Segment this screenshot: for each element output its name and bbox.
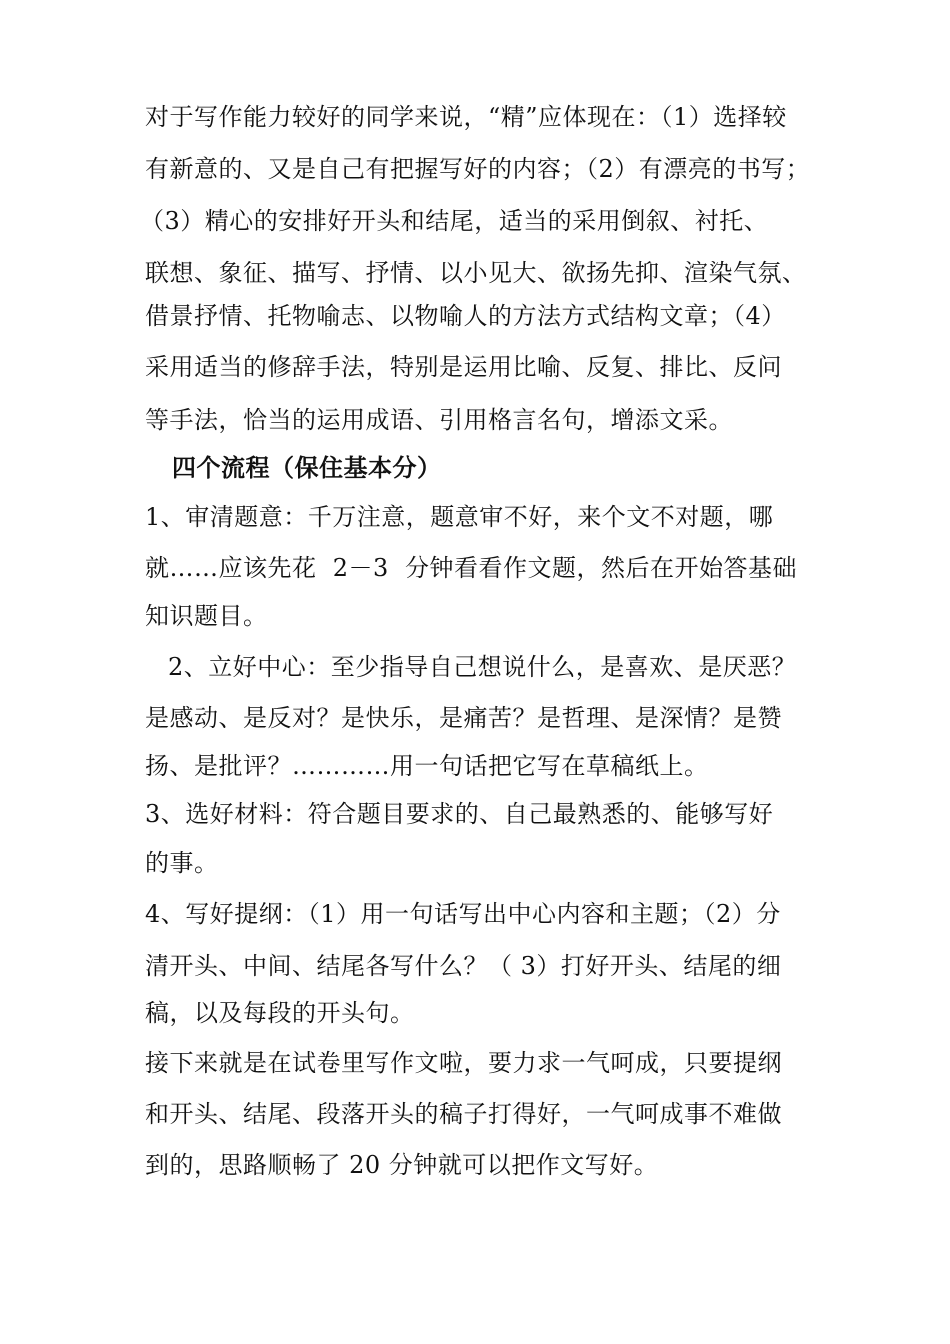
paragraph-line: 联想、象征、描写、抒情、以小见大、欲扬先抑、渲染气氛、 <box>145 259 807 287</box>
paragraph-line: 对于写作能力较好的同学来说，“精”应体现在：（1）选择较 <box>145 103 787 131</box>
list-item-line: 4、写好提纲：（1）用一句话写出中心内容和主题；（2）分 <box>145 900 781 928</box>
paragraph-line: 和开头、结尾、段落开头的稿子打得好，一气呵成事不难做 <box>145 1100 782 1128</box>
list-item-line: 稿，以及每段的开头句。 <box>145 999 415 1027</box>
list-item-line: 1、审清题意：千万注意，题意审不好，来个文不对题，哪 <box>145 503 774 531</box>
list-item-line: 清开头、中间、结尾各写什么？（ 3）打好开头、结尾的细 <box>145 952 782 980</box>
list-item-line: 知识题目。 <box>145 602 268 630</box>
paragraph-line: （3）精心的安排好开头和结尾，适当的采用倒叙、衬托、 <box>140 207 769 235</box>
list-item-line: 扬、是批评？…………用一句话把它写在草稿纸上。 <box>145 752 709 780</box>
paragraph-line: 借景抒情、托物喻志、以物喻人的方法方式结构文章；（4） <box>145 302 786 330</box>
paragraph-line: 采用适当的修辞手法，特别是运用比喻、反复、排比、反问 <box>145 353 782 381</box>
list-item-line: 2、立好中心：至少指导自己想说什么，是喜欢、是厌恶？ <box>168 653 797 681</box>
section-heading: 四个流程（保住基本分） <box>172 453 442 482</box>
paragraph-line: 接下来就是在试卷里写作文啦，要力求一气呵成，只要提纲 <box>145 1049 782 1077</box>
paragraph-line: 有新意的、又是自己有把握写好的内容；（2）有漂亮的书写； <box>145 155 811 183</box>
list-item-line: 的事。 <box>145 849 219 877</box>
list-item-line: 就……应该先花 2－3 分钟看看作文题，然后在开始答基础 <box>145 554 798 582</box>
paragraph-line: 到的，思路顺畅了 20 分钟就可以把作文写好。 <box>145 1151 659 1179</box>
list-item-line: 是感动、是反对？是快乐，是痛苦？是哲理、是深情？是赞 <box>145 704 782 732</box>
list-item-line: 3、选好材料：符合题目要求的、自己最熟悉的、能够写好 <box>145 800 774 828</box>
paragraph-line: 等手法，恰当的运用成语、引用格言名句，增添文采。 <box>145 406 733 434</box>
